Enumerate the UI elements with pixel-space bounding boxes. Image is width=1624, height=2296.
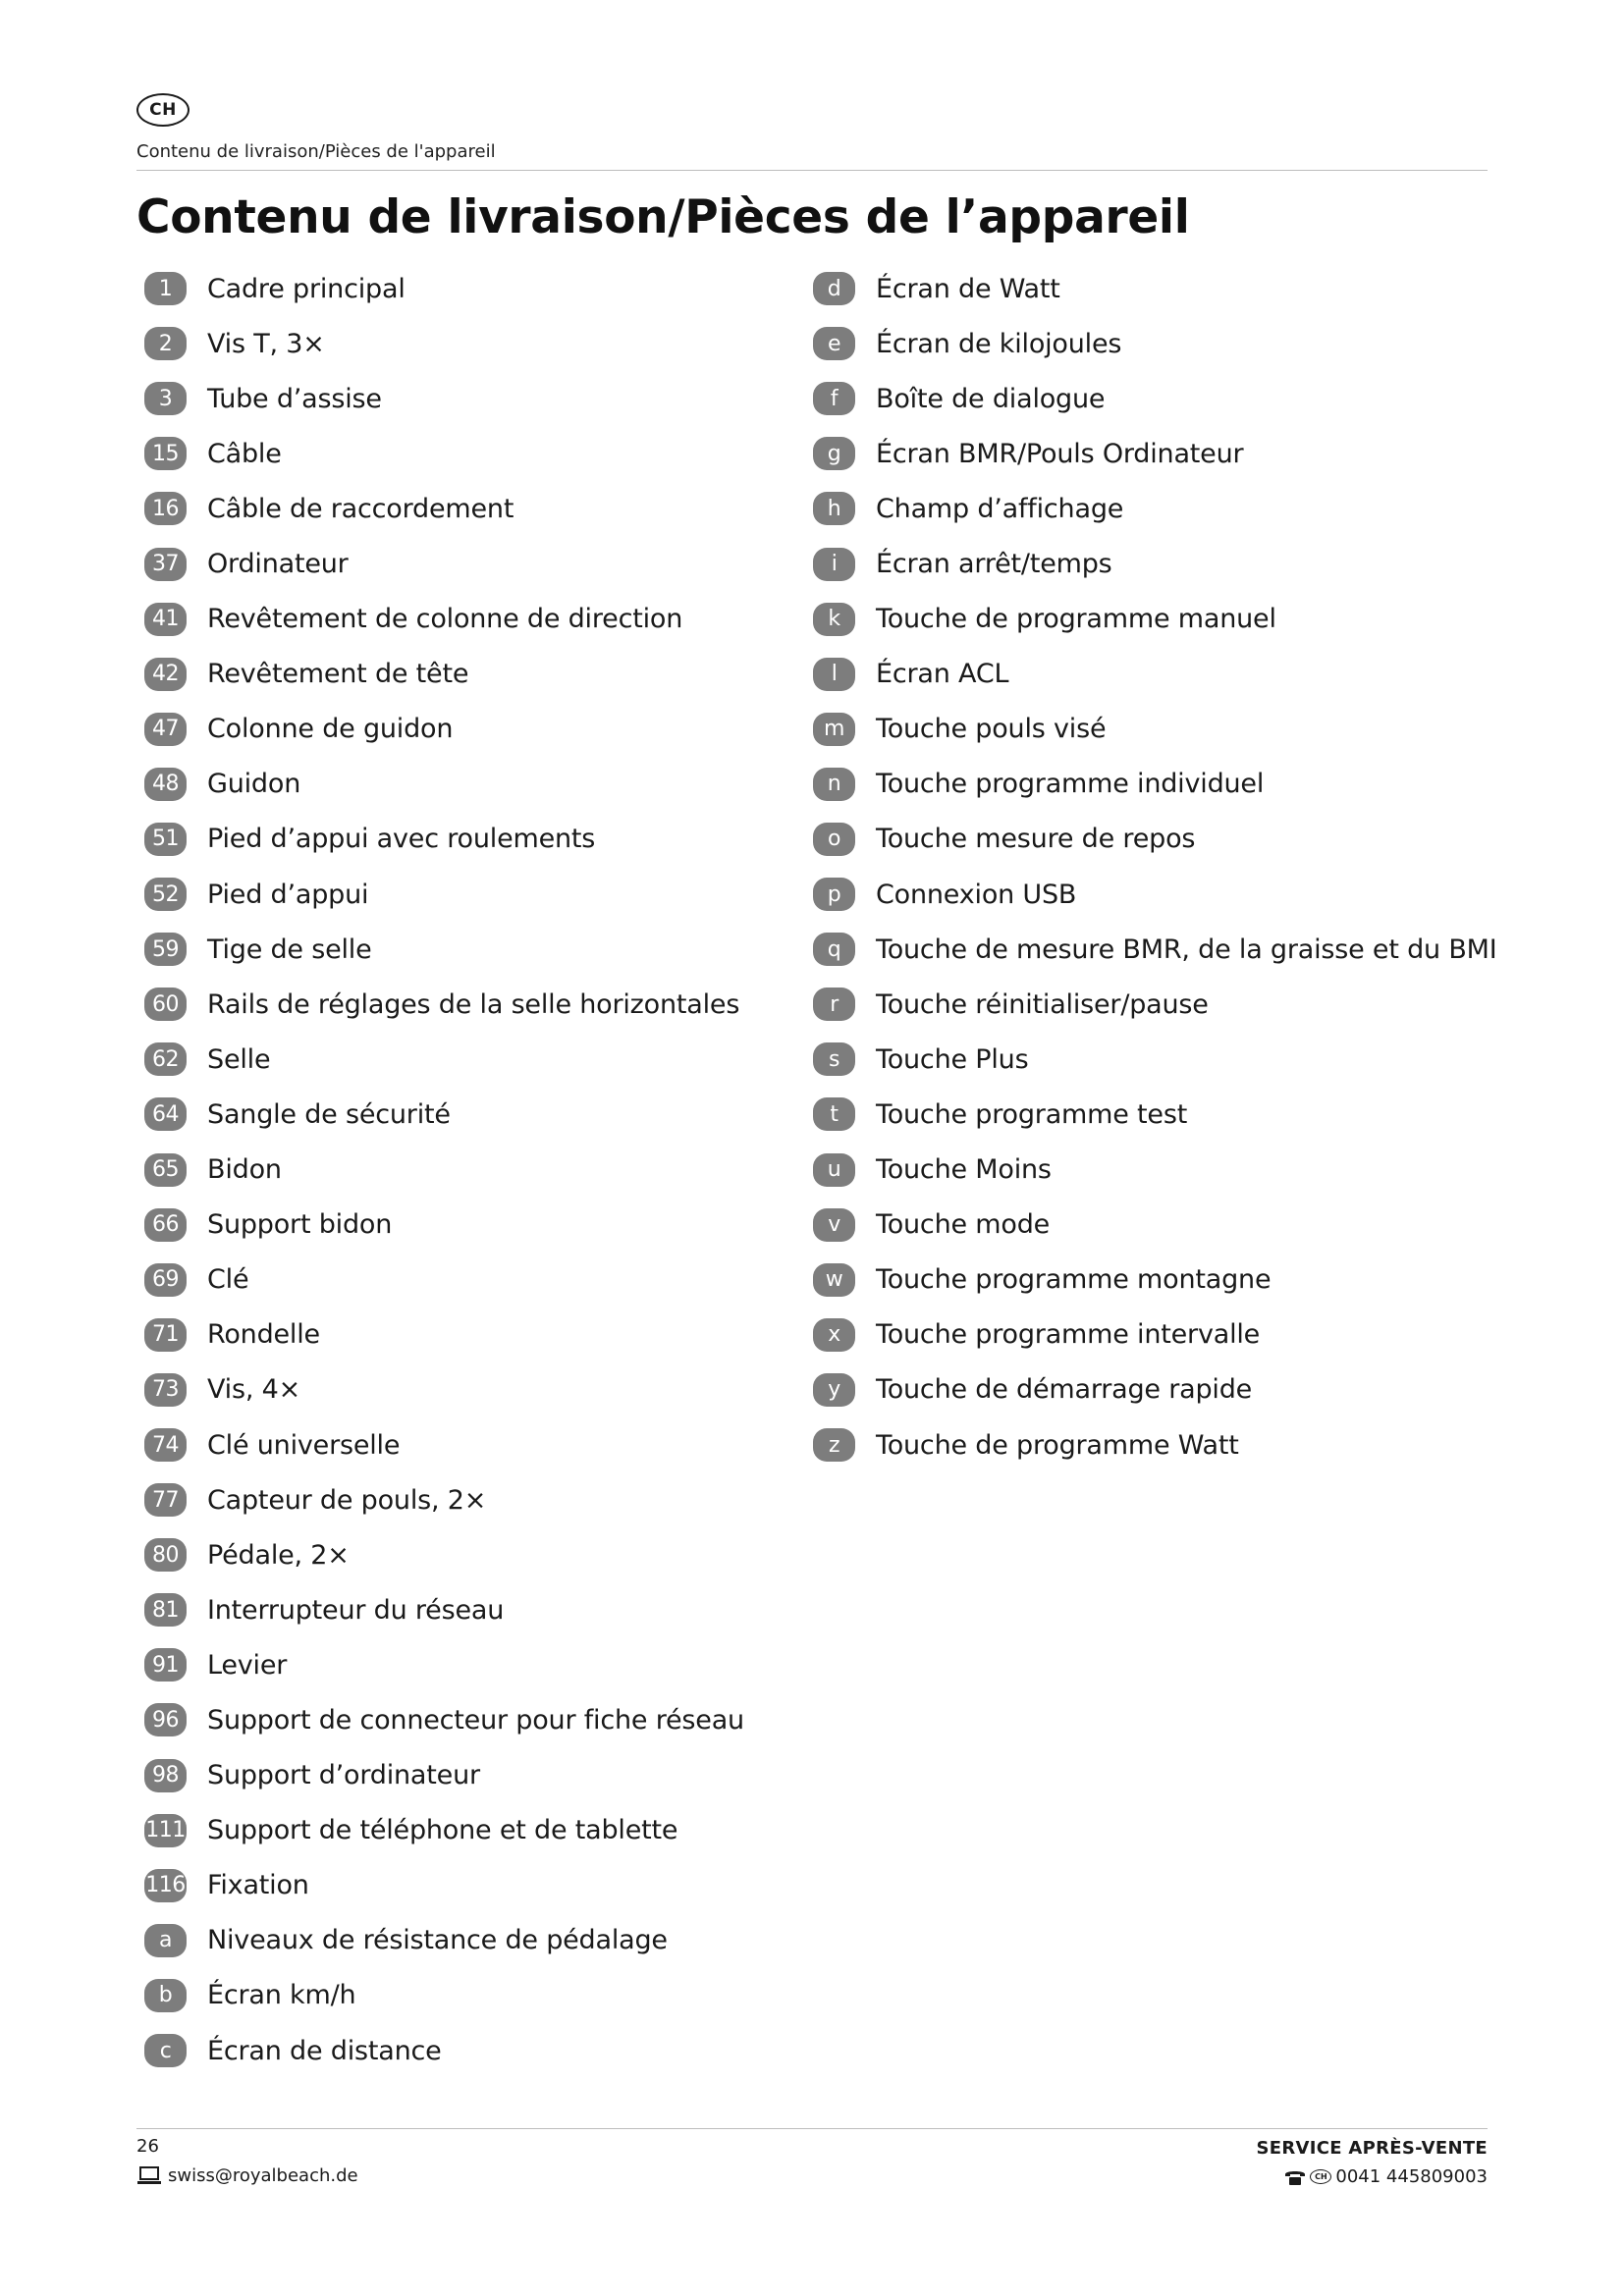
country-code: CH (149, 100, 177, 120)
part-item (813, 371, 1497, 426)
part-number-badge: 98 (144, 1759, 187, 1792)
part-label: Rondelle (207, 1319, 320, 1351)
part-item (813, 757, 1497, 812)
part-item (813, 481, 1497, 536)
part-label: Touche Plus (876, 1043, 1029, 1075)
part-label: Touche Moins (876, 1154, 1052, 1186)
part-item (813, 867, 1497, 922)
part-label: Ordinateur (207, 549, 349, 580)
part-label: Champ d’affichage (876, 493, 1124, 524)
part-label: Pédale, 2× (207, 1539, 350, 1571)
part-number-badge: 2 (144, 327, 187, 360)
part-number-badge: m (813, 713, 855, 746)
part-number-badge: 64 (144, 1097, 187, 1131)
part-label: Touche de mesure BMR, de la graisse et du BMI (876, 934, 1497, 965)
part-number-badge: 1 (144, 272, 187, 305)
part-label: Bidon (207, 1154, 282, 1186)
part-item (144, 1858, 744, 1913)
country-badge (136, 93, 189, 127)
part-number-badge: 116 (144, 1869, 187, 1902)
part-number-badge: 41 (144, 603, 187, 636)
part-number-badge: 52 (144, 878, 187, 911)
part-item (144, 1308, 744, 1362)
parts-list-right (813, 261, 1497, 1472)
part-label: Connexion USB (876, 879, 1077, 910)
part-item (813, 536, 1497, 591)
part-label: Touche de programme Watt (876, 1429, 1239, 1461)
part-item (813, 977, 1497, 1032)
part-item (813, 426, 1497, 481)
part-number-badge: 16 (144, 492, 187, 525)
part-number-badge: 74 (144, 1428, 187, 1462)
part-number-badge: d (813, 272, 855, 305)
part-item (144, 1748, 744, 1803)
part-item (144, 1087, 744, 1142)
service-title: SERVICE APRÈS-VENTE (1256, 2138, 1488, 2159)
part-number-badge: p (813, 878, 855, 911)
part-number-badge: 91 (144, 1648, 187, 1682)
part-number-badge: 71 (144, 1318, 187, 1352)
page-title: Contenu de livraison/Pièces de l’appareil (136, 190, 1190, 244)
part-number-badge: a (144, 1924, 187, 1957)
part-item (813, 316, 1497, 371)
part-label: Capteur de pouls, 2× (207, 1484, 487, 1516)
part-number-badge: 42 (144, 658, 187, 691)
part-label: Interrupteur du réseau (207, 1594, 505, 1626)
part-number-badge: 48 (144, 768, 187, 801)
part-number-badge: f (813, 382, 855, 415)
part-item (813, 922, 1497, 977)
part-label: Touche mode (876, 1209, 1051, 1241)
part-number-badge: 15 (144, 437, 187, 470)
part-item (813, 1308, 1497, 1362)
part-label: Tube d’assise (207, 383, 382, 414)
part-number-badge: c (144, 2034, 187, 2067)
footer-phone (1284, 2166, 1488, 2187)
part-label: Support d’ordinateur (207, 1760, 480, 1791)
part-number-badge: o (813, 823, 855, 856)
part-item (144, 426, 744, 481)
part-label: Guidon (207, 769, 301, 800)
part-number-badge: b (144, 1979, 187, 2012)
part-item (144, 481, 744, 536)
part-number-badge: 47 (144, 713, 187, 746)
part-label: Fixation (207, 1870, 309, 1901)
part-number-badge: u (813, 1153, 855, 1187)
part-number-badge: l (813, 658, 855, 691)
part-number-badge: 73 (144, 1373, 187, 1407)
laptop-icon (136, 2166, 162, 2186)
part-label: Clé (207, 1264, 249, 1296)
part-label: Niveaux de résistance de pédalage (207, 1925, 668, 1956)
part-label: Écran ACL (876, 659, 1009, 690)
part-number-badge: 51 (144, 823, 187, 856)
part-item (144, 1968, 744, 2023)
part-item (144, 1527, 744, 1582)
email-address: swiss@royalbeach.de (168, 2165, 358, 2186)
part-label: Support bidon (207, 1209, 393, 1241)
part-item (144, 261, 744, 316)
part-item (144, 647, 744, 702)
part-item (144, 2023, 744, 2078)
part-item (813, 592, 1497, 647)
part-item (144, 1417, 744, 1472)
part-item (813, 1253, 1497, 1308)
part-item (144, 1198, 744, 1253)
part-number-badge: t (813, 1097, 855, 1131)
part-item (813, 1087, 1497, 1142)
part-label: Colonne de guidon (207, 714, 454, 745)
part-item (144, 1803, 744, 1858)
part-label: Écran km/h (207, 1980, 356, 2011)
part-item (144, 592, 744, 647)
part-item (144, 1692, 744, 1747)
part-item (144, 1032, 744, 1087)
part-label: Revêtement de colonne de direction (207, 604, 683, 635)
part-label: Écran de Watt (876, 273, 1060, 304)
part-label: Selle (207, 1043, 271, 1075)
part-label: Support de téléphone et de tablette (207, 1815, 678, 1846)
part-item (813, 647, 1497, 702)
part-number-badge: e (813, 327, 855, 360)
part-number-badge: q (813, 933, 855, 966)
part-item (813, 1417, 1497, 1472)
footer-divider (136, 2128, 1488, 2129)
part-number-badge: 62 (144, 1042, 187, 1076)
part-number-badge: 96 (144, 1703, 187, 1736)
part-item (144, 1637, 744, 1692)
part-number-badge: g (813, 437, 855, 470)
part-item (144, 1472, 744, 1527)
part-label: Clé universelle (207, 1429, 401, 1461)
part-label: Touche programme montagne (876, 1264, 1272, 1296)
part-label: Pied d’appui avec roulements (207, 824, 596, 855)
part-number-badge: 80 (144, 1538, 187, 1572)
part-item (813, 1362, 1497, 1417)
part-number-badge: k (813, 603, 855, 636)
part-item (144, 867, 744, 922)
part-number-badge: 37 (144, 548, 187, 581)
part-number-badge: h (813, 492, 855, 525)
part-label: Pied d’appui (207, 879, 369, 910)
footer-email (136, 2165, 358, 2186)
part-label: Boîte de dialogue (876, 383, 1106, 414)
part-number-badge: r (813, 988, 855, 1021)
part-number-badge: 3 (144, 382, 187, 415)
part-label: Tige de selle (207, 934, 372, 965)
part-item (144, 702, 744, 757)
part-label: Câble (207, 438, 282, 469)
part-item (144, 1143, 744, 1198)
parts-list-left (144, 261, 744, 2078)
part-number-badge: y (813, 1373, 855, 1407)
part-label: Touche de démarrage rapide (876, 1374, 1253, 1406)
part-item (144, 1253, 744, 1308)
part-item (144, 977, 744, 1032)
part-number-badge: n (813, 768, 855, 801)
part-number-badge: i (813, 548, 855, 581)
part-item (813, 1032, 1497, 1087)
breadcrumb: Contenu de livraison/Pièces de l'appareil (136, 141, 496, 162)
part-label: Touche programme test (876, 1098, 1188, 1130)
part-label: Rails de réglages de la selle horizontales (207, 988, 740, 1020)
part-item (144, 757, 744, 812)
part-number-badge: 65 (144, 1153, 187, 1187)
part-item (144, 536, 744, 591)
part-label: Touche réinitialiser/pause (876, 988, 1209, 1020)
part-number-badge: 111 (144, 1814, 187, 1847)
part-label: Touche pouls visé (876, 714, 1107, 745)
part-label: Revêtement de tête (207, 659, 469, 690)
part-label: Support de connecteur pour fiche réseau (207, 1704, 744, 1735)
part-label: Écran de distance (207, 2035, 442, 2066)
part-item (144, 812, 744, 867)
phone-country-badge: CH (1310, 2169, 1331, 2184)
part-label: Écran de kilojoules (876, 328, 1122, 359)
part-number-badge: 59 (144, 933, 187, 966)
part-item (813, 812, 1497, 867)
part-number-badge: v (813, 1208, 855, 1242)
part-label: Touche programme intervalle (876, 1319, 1261, 1351)
part-item (144, 922, 744, 977)
part-number-badge: 66 (144, 1208, 187, 1242)
part-label: Cadre principal (207, 273, 406, 304)
part-number-badge: 81 (144, 1593, 187, 1627)
part-item (813, 261, 1497, 316)
part-item (144, 1582, 744, 1637)
part-number-badge: 77 (144, 1483, 187, 1517)
part-number-badge: z (813, 1428, 855, 1462)
part-label: Vis T, 3× (207, 328, 325, 359)
phone-number: 0041 445809003 (1335, 2166, 1488, 2187)
part-item (144, 1362, 744, 1417)
part-item (144, 1913, 744, 1968)
page-number: 26 (136, 2136, 159, 2157)
part-label: Levier (207, 1649, 288, 1681)
part-label: Touche mesure de repos (876, 824, 1196, 855)
part-label: Écran BMR/Pouls Ordinateur (876, 438, 1244, 469)
part-number-badge: x (813, 1318, 855, 1352)
part-label: Touche programme individuel (876, 769, 1265, 800)
part-item (144, 316, 744, 371)
part-item (813, 1198, 1497, 1253)
part-item (813, 1143, 1497, 1198)
part-number-badge: s (813, 1042, 855, 1076)
part-label: Écran arrêt/temps (876, 549, 1112, 580)
part-label: Touche de programme manuel (876, 604, 1276, 635)
part-number-badge: w (813, 1263, 855, 1297)
part-label: Câble de raccordement (207, 493, 514, 524)
part-item (813, 702, 1497, 757)
part-number-badge: 60 (144, 988, 187, 1021)
part-label: Vis, 4× (207, 1374, 301, 1406)
header-divider (136, 170, 1488, 171)
part-item (144, 371, 744, 426)
part-label: Sangle de sécurité (207, 1098, 451, 1130)
phone-icon (1284, 2168, 1306, 2186)
part-number-badge: 69 (144, 1263, 187, 1297)
